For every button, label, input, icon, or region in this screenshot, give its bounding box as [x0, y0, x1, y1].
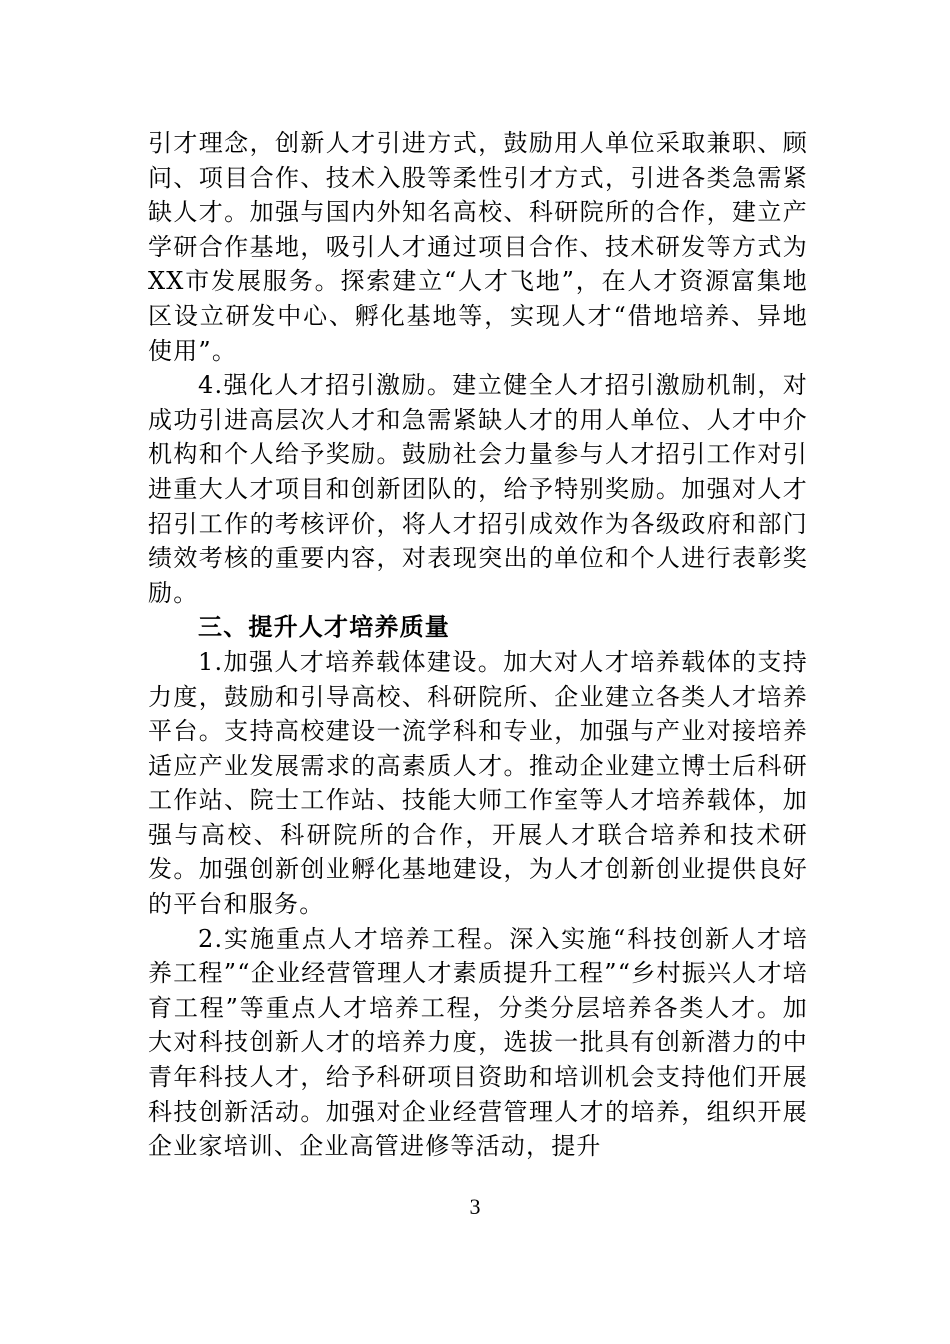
- page-number: 3: [469, 1194, 481, 1219]
- paragraph-item-4: 4.强化人才招引激励。建立健全人才招引激励机制，对成功引进高层次人才和急需紧缺人才的用人单位、人才中介机构和个人给予奖励。鼓励社会力量参与人才招引工作对引进重大人才项目和创新团队的，给予特别奖励。加强对人才招引工作的考核评价，将人才招引成效作为各级政府和部门绩效考核的重要内容，对表现突出的单位和个人进行表彰奖励。: [148, 371, 808, 607]
- paragraph-item-1: 1.加强人才培养载体建设。加大对人才培养载体的支持力度，鼓励和引导高校、科研院所、企业建立各类人才培养平台。支持高校建设一流学科和专业，加强与产业对接培养适应产业发展需求的高素质人才。推动企业建立博士后科研工作站、院士工作站、技能大师工作室等人才培养载体，加强与高校、科研院所的合作，开展人才联合培养和技术研发。加强创新创业孵化基地建设，为人才创新创业提供良好的平台和服务。: [148, 647, 808, 919]
- section-heading: 三、提升人才培养质量: [198, 612, 450, 642]
- paragraph-continued: 引才理念，创新人才引进方式，鼓励用人单位采取兼职、顾问、项目合作、技术入股等柔性引才方式，引进各类急需紧缺人才。加强与国内外知名高校、科研院所的合作，建立产学研合作基地，吸引人才通过项目合作、技术研发等方式为XX市发展服务。探索建立“人才飞地”，在人才资源富集地区设立研发中心、孵化基地等，实现人才“借地培养、异地使用”。: [148, 129, 808, 365]
- paragraph-item-2: 2.实施重点人才培养工程。深入实施“科技创新人才培养工程”“企业经营管理人才素质提升工程”“乡村振兴人才培育工程”等重点人才培养工程，分类分层培养各类人才。加大对科技创新人才的培养力度，选拔一批具有创新潜力的中青年科技人才，给予科研项目资助和培训机会支持他们开展科技创新活动。加强对企业经营管理人才的培养，组织开展企业家培训、企业高管进修等活动，提升: [148, 924, 808, 1161]
- document-body: [148, 126, 808, 1164]
